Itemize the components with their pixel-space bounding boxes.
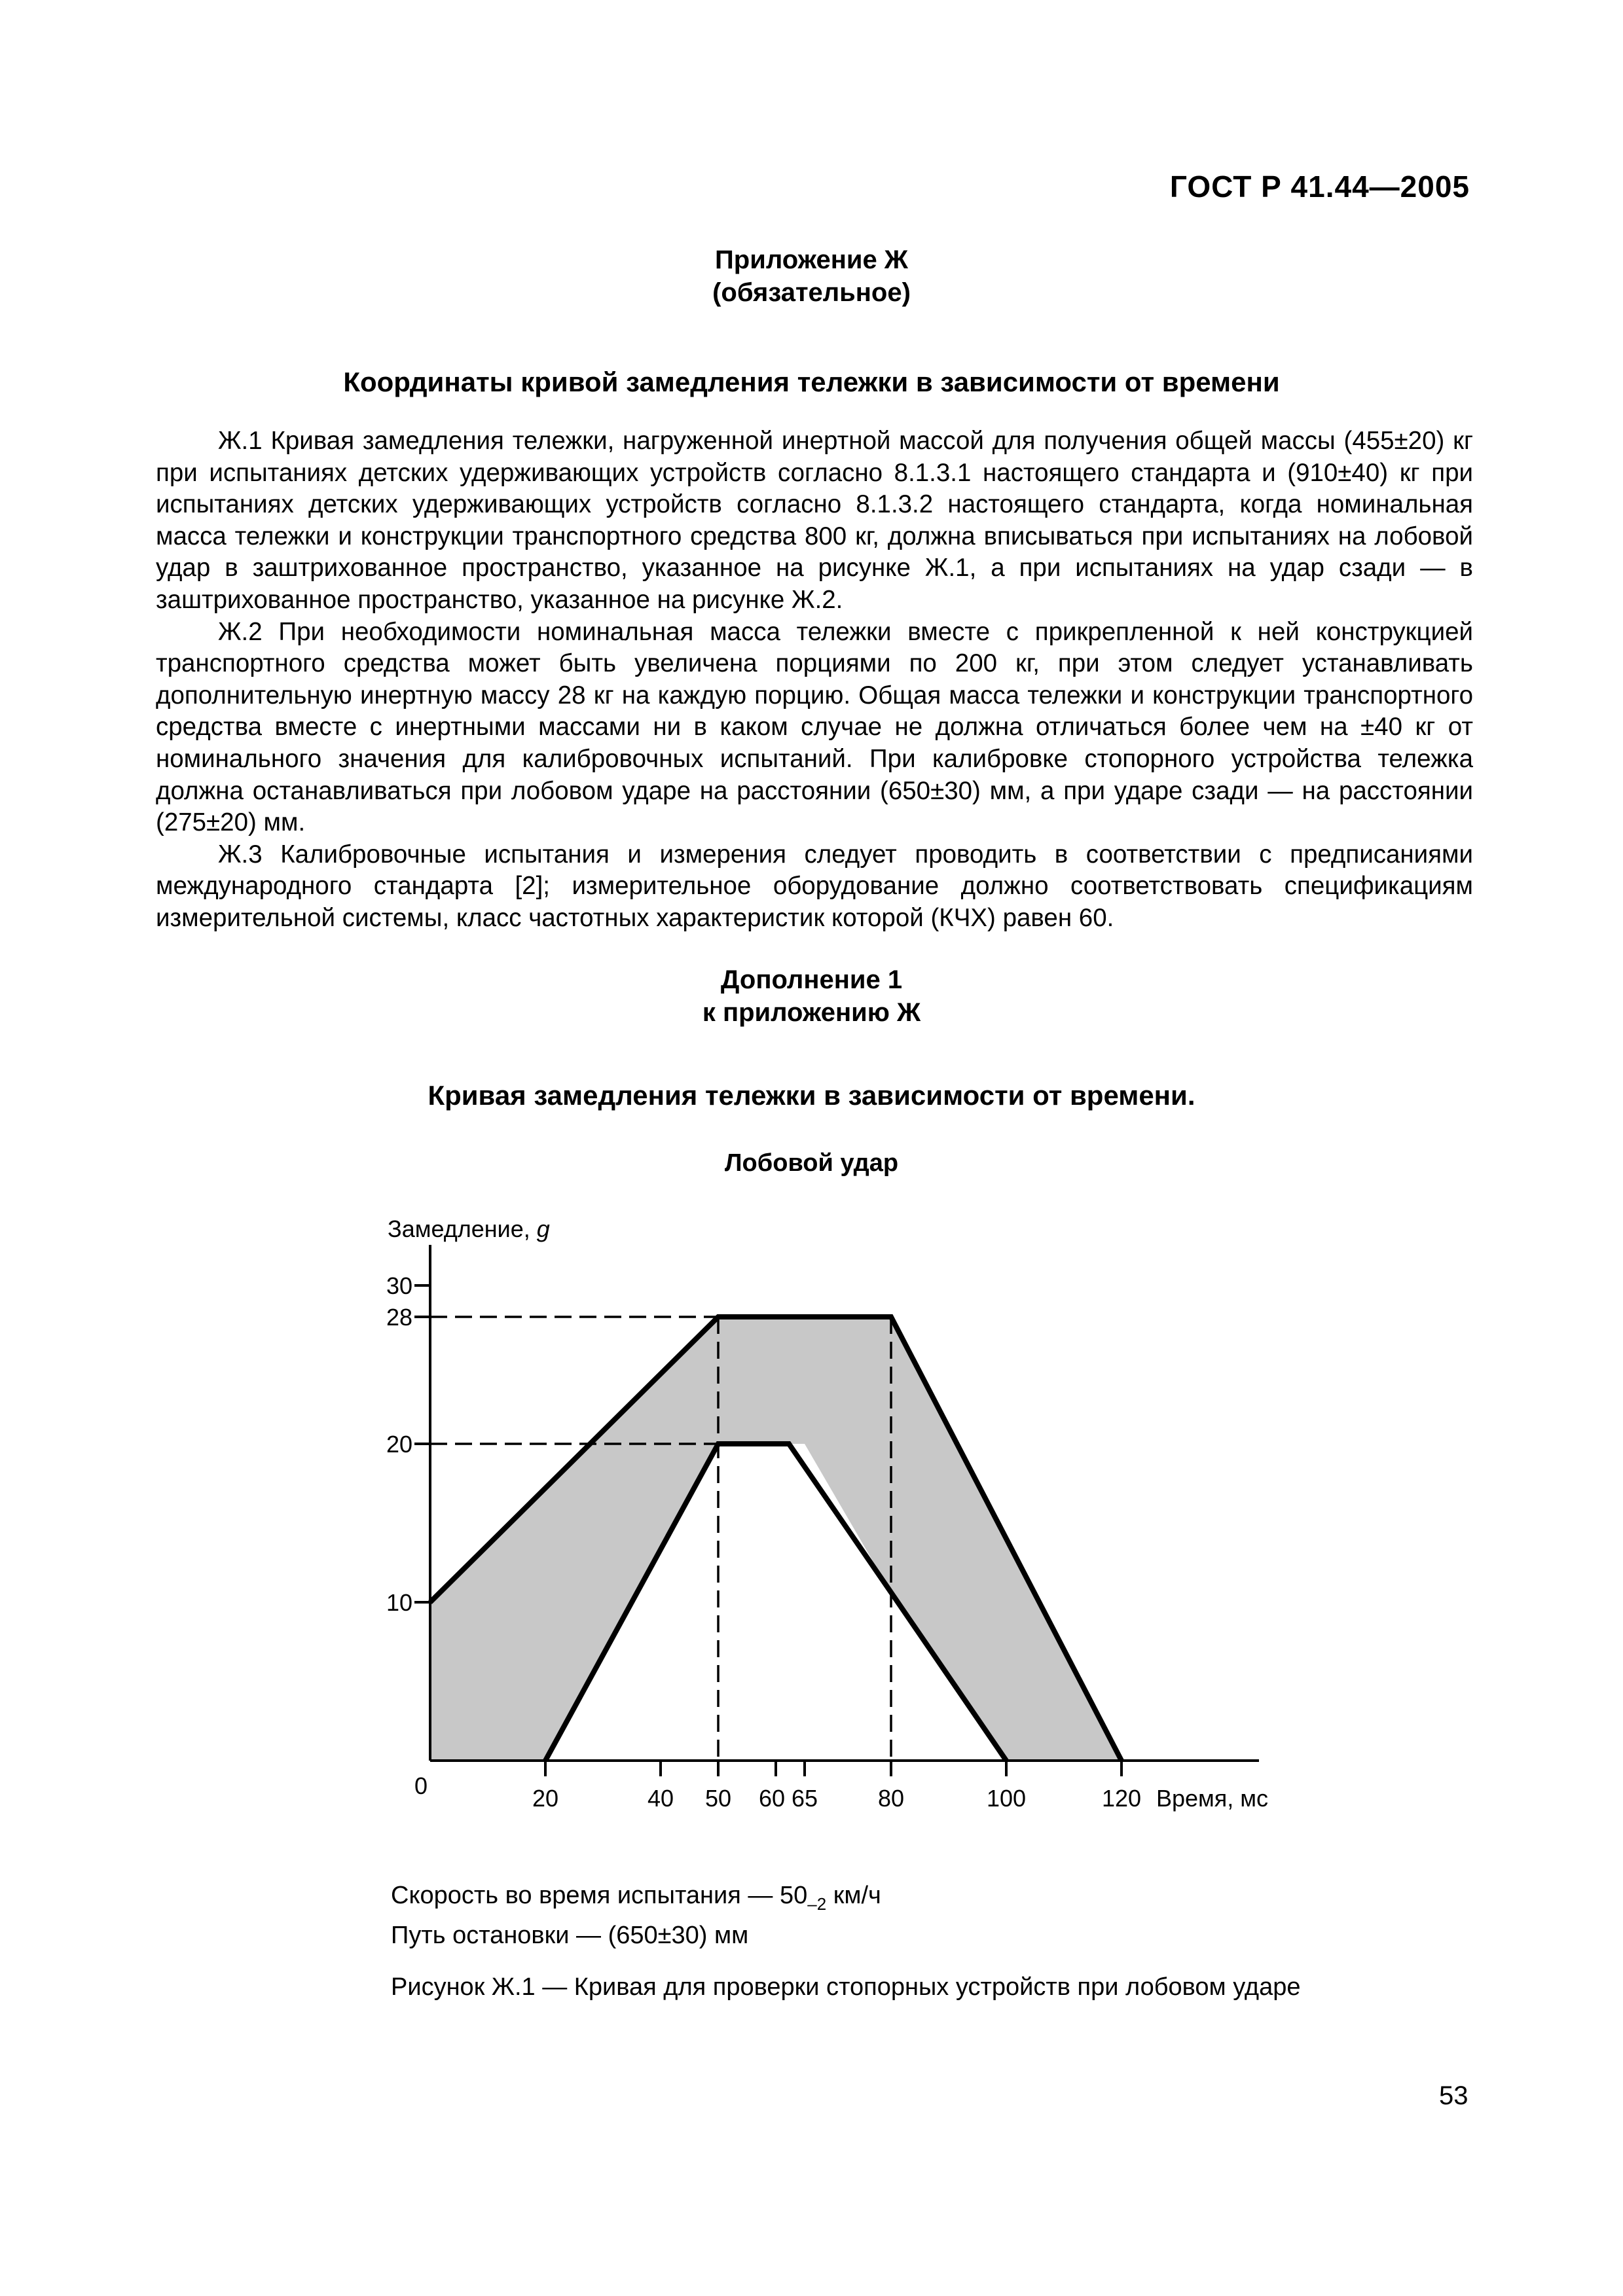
x-axis-label: Время, мс bbox=[1156, 1785, 1269, 1812]
section-title: Координаты кривой замедления тележки в зависимости от времени bbox=[343, 367, 1280, 397]
x-tick-labels bbox=[532, 1785, 1141, 1812]
figure-title: Кривая замедления тележки в зависимости от времени. bbox=[428, 1080, 1195, 1111]
supplement-subtitle: к приложению Ж bbox=[702, 998, 921, 1027]
y-tick-labels bbox=[386, 1272, 412, 1616]
page-number: 53 bbox=[1439, 2081, 1468, 2110]
paragraph-zh1: Ж.1 Кривая замедления тележки, нагруженной инертной массой для получения общей массы (455±20) кг при испытаниях детских удерживающих устройств согласно 8.1.3.1 настоящего стандарта и (910±40) кг при испытаниях детских удерживающих устройств согласно 8.1.3.2 настоящего стандарта, когда номинальная масса тележки и конструкции транспортного средства 800 кг, должна вписываться при испытаниях на лобовой удар в заштрихованное пространство, указанное на рисунке Ж.1, а при испытаниях на удар сзади — в заштрихованное пространство, указанное на рисунке Ж.2. bbox=[156, 427, 1473, 614]
test-notes bbox=[391, 1880, 881, 1951]
corridor-fill bbox=[430, 1317, 1122, 1761]
svg-text:100: 100 bbox=[986, 1785, 1027, 1812]
origin-label: 0 bbox=[414, 1772, 428, 1799]
supplement-title: Дополнение 1 bbox=[720, 965, 903, 994]
svg-text:120: 120 bbox=[1101, 1785, 1142, 1812]
y-axis-label: Замедление, g bbox=[388, 1215, 550, 1242]
svg-text:40: 40 bbox=[647, 1785, 674, 1812]
document-number: ГОСТ Р 41.44—2005 bbox=[1169, 170, 1470, 204]
svg-text:20: 20 bbox=[532, 1785, 559, 1812]
speed-note: Скорость во время испытания — $50_{-2}$ км/ч bbox=[391, 1882, 881, 1914]
paragraph-zh2: Ж.2 При необходимости номинальная масса тележки вместе с прикрепленной к ней конструкцией транспортного средства может быть увеличена порциями по 200 кг, при этом следует устанавливать дополнительную инертную массу 28 кг на каждую порцию. Общая масса тележки и конструкции транспортного средства вместе с инертными массами ни в каком случае не должна отличаться более чем на ±40 кг от номинального значения для калибровочных испытаний. При калибровке стопорного устройства тележка должна останавливаться при лобовом ударе на расстоянии (650±30) мм, а при ударе сзади — на расстоянии (275±20) мм. bbox=[156, 617, 1473, 837]
svg-text:10: 10 bbox=[386, 1589, 412, 1616]
appendix-status: (обязательное) bbox=[712, 278, 911, 307]
svg-text:30: 30 bbox=[386, 1272, 412, 1299]
svg-text:65: 65 bbox=[791, 1785, 818, 1812]
distance-note: Путь остановки — (650±30) мм bbox=[391, 1922, 749, 1949]
svg-text:60: 60 bbox=[758, 1785, 786, 1812]
figure-subtitle: Лобовой удар bbox=[724, 1149, 899, 1177]
svg-text:50: 50 bbox=[704, 1785, 732, 1812]
figure-caption: Рисунок Ж.1 — Кривая для проверки стопорных устройств при лобовом ударе bbox=[391, 1973, 1301, 2001]
svg-text:80: 80 bbox=[877, 1785, 905, 1812]
appendix-title: Приложение Ж bbox=[715, 245, 908, 274]
svg-text:20: 20 bbox=[386, 1431, 412, 1458]
svg-text:28: 28 bbox=[386, 1304, 412, 1331]
paragraph-zh3: Ж.3 Калибровочные испытания и измерения следует проводить в соответствии с предписаниями международного стандарта [2]; измерительное оборудование должно соответствовать спецификациям измерительной системы, класс частотных характеристик которой (КЧХ) равен 60. bbox=[156, 840, 1473, 932]
